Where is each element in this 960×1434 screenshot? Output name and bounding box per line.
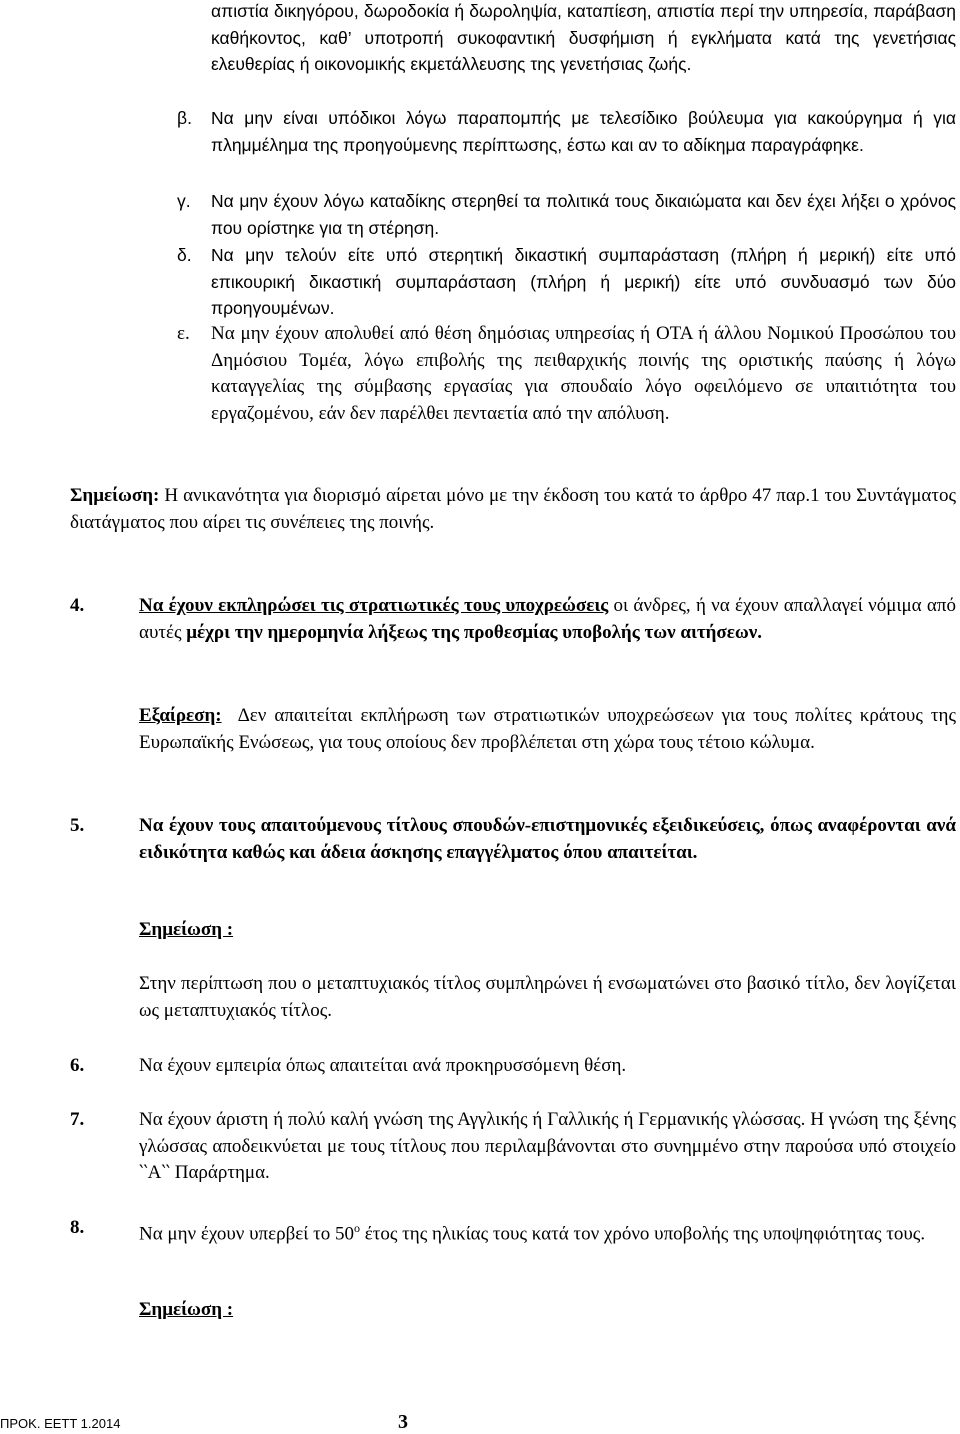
item-c-marker: γ. [177,191,191,211]
item-b-marker: β. [177,108,192,128]
item-4-bold-military: Να έχουν εκπληρώσει τις στρατιωτικές τους υποχρεώσεις [139,595,609,616]
item-4-number: 4. [70,595,85,616]
item-4-exception [139,703,956,756]
item-8-number: 8. [70,1217,85,1238]
item-8-text [139,1215,956,1248]
item-5-text: Να έχουν τους απαιτούμενους τίτλους σπουδών-επιστημονικές εξειδικεύσεις, όπως αναφέρονται ανά ειδικότητα καθώς και άδεια άσκησης επαγγέλματος όπου απαιτείται. [139,815,956,863]
item-d-text: Να μην τελούν είτε υπό στερητική δικαστική συμπαράσταση (πλήρη ή μερική) είτε υπό επικουρική δικαστική συμπαράσταση (πλήρη ή μερική) είτε υπό συνδυασμό των δύο προηγουμένων. [211,245,956,318]
note-text: Η ανικανότητα για διορισμό αίρεται μόνο με την έκδοση του κατά το άρθρο 47 παρ.1 του Συντάγματος διατάγματος που αίρει τις συνέπειες της ποινής. [70,485,956,533]
item-a-continuation: απιστία δικηγόρου, δωροδοκία ή δωροληψία, καταπίεση, απιστία περί την υπηρεσία, παράβαση καθήκοντος, καθ’ υποτροπή συκοφαντική δυσφήμιση ή εγκλήματα κατά της γενετήσιας ελευθερίας ή οικονομικής εκμετάλλευσης της γενετήσιας ζωής. [211,1,956,74]
item-8-superscript: ο [353,1221,360,1235]
item-7-text: Να έχουν άριστη ή πολύ καλή γνώση της Αγγλικής ή Γαλλικής ή Γερμανικής γλώσσας. Η γνώση της ξένης γλώσσας αποδεικνύεται με τους τίτλους που περιλαμβάνονται στο συνημμένο στην παρούσα υπό στοιχείο ‵‵Α‵‵ Παράρτημα. [139,1109,956,1183]
item-4-text [139,593,956,646]
item-7-number: 7. [70,1109,85,1130]
note-disqualification [70,483,956,536]
item-e-marker: ε. [177,323,190,344]
item-c-text: Να μην έχουν λόγω καταδίκης στερηθεί τα πολιτικά τους δικαιώματα και δεν έχει λήξει ο χρόνος που ορίστηκε για τη στέρηση. [211,191,956,238]
item-4-plain: οι άνδρες, ή να έχουν απαλλαγεί νόμιμα από αυτές [139,595,956,643]
exception-text: Δεν απαιτείται εκπλήρωση των στρατιωτικών υποχρεώσεων για τους πολίτες κράτους της Ευρωπαϊκής Ενώσεως, για τους οποίους δεν προβλέπεται στη χώρα τους τέτοιο κώλυμα. [139,705,956,753]
item-5-note-label: Σημείωση : [139,919,234,940]
footer-page-number: 3 [398,1411,408,1433]
footer-code: ΠΡΟΚ. ΕΕΤΤ 1.2014 [0,1416,121,1431]
item-d-marker: δ. [177,245,192,265]
item-5-number: 5. [70,815,85,836]
item-6-text: Να έχουν εμπειρία όπως απαιτείται ανά προκηρυσσόμενη θέση. [139,1055,627,1076]
item-8-text-before: Να μην έχουν υπερβεί το 50 [139,1223,354,1245]
exception-label: Εξαίρεση: [139,705,222,726]
item-6-number: 6. [70,1055,85,1076]
item-8-text-after: έτος της ηλικίας τους κατά τον χρόνο υποβολής της υποψηφιότητας τους. [359,1223,926,1245]
item-b-text: Να μην είναι υπόδικοι λόγω παραπομπής με τελεσίδικο βούλευμα για κακούργημα ή για πλημμέλημα της προηγούμενης περίπτωσης, έστω και αν το αδίκημα παραγράφηκε. [211,108,956,155]
note-label: Σημείωση: [70,485,160,506]
item-8-note-label: Σημείωση : [139,1299,234,1320]
item-4-bold-deadline: μέχρι την ημερομηνία λήξεως της προθεσμίας υποβολής των αιτήσεων. [186,621,762,643]
item-e-text: Να μην έχουν απολυθεί από θέση δημόσιας υπηρεσίας ή ΟΤΑ ή άλλου Νομικού Προσώπου του Δημόσιου Τομέα, λόγω επιβολής της πειθαρχικής ποινής της οριστικής παύσης ή λόγω καταγγελίας της σύμβασης εργασίας για σπουδαίο λόγο οφειλόμενο σε υπαιτιότητα του εργαζομένου, εάν δεν παρέλθει πενταετία από την απόλυση. [211,323,956,424]
item-5-note-text: Στην περίπτωση που ο μεταπτυχιακός τίτλος συμπληρώνει ή ενσωματώνει στο βασικό τίτλο, δεν λογίζεται ως μεταπτυχιακός τίτλος. [139,973,956,1021]
